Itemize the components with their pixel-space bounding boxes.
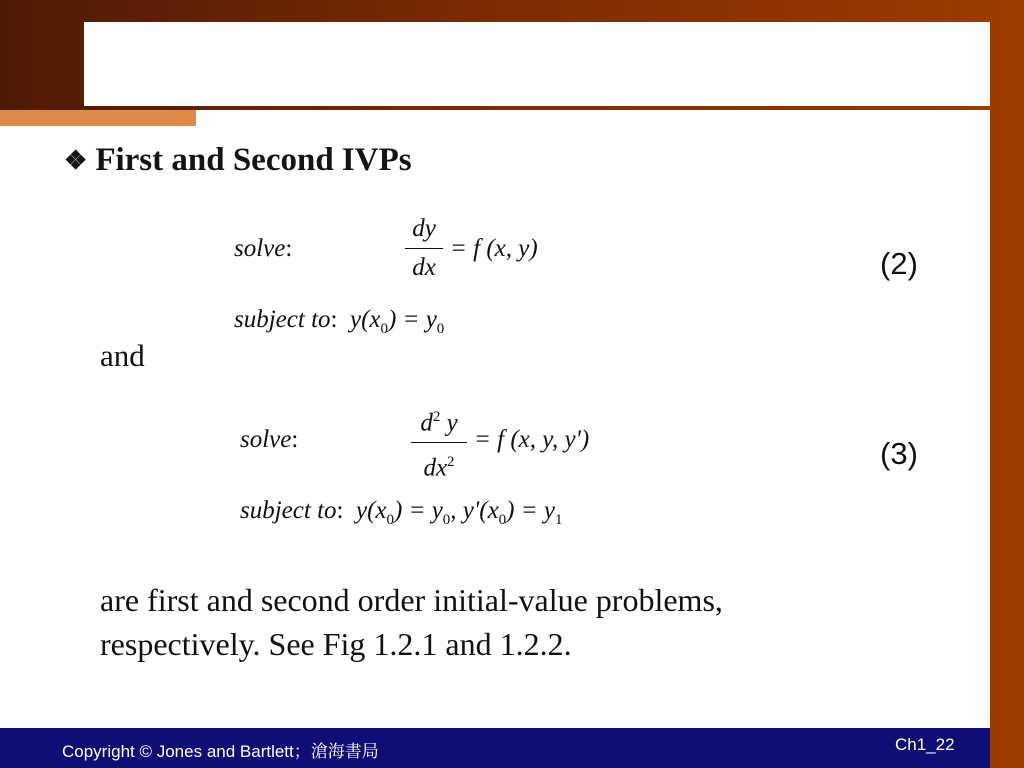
eq2-numerator: dy [412, 215, 436, 242]
eq3-number: (3) [880, 436, 918, 471]
eq2-solve-label: solve: [234, 235, 293, 262]
eq2-denominator: dx [412, 254, 436, 281]
slide-heading [64, 142, 412, 179]
paragraph-line-2: respectively. See Fig 1.2.1 and 1.2.2. [100, 626, 572, 662]
footer-page-number: Ch1_22 [895, 735, 955, 754]
eq3-denominator: $dx^2$ [423, 454, 455, 482]
accent-strip [0, 110, 196, 126]
eq3-numerator: $d^2$ y [420, 409, 458, 437]
paragraph-line-1: are first and second order initial-value problems, [100, 582, 723, 618]
diamond-bullet-icon: ❖ [64, 145, 88, 175]
fraction-bar [405, 248, 443, 249]
eq3-rhs: = f (x, y, y') [474, 426, 590, 453]
eq3-solve-label: solve: [240, 426, 299, 453]
footer-copyright: Copyright © Jones and Bartlett；滄海書局 [62, 742, 379, 761]
heading-text: First and Second IVPs [95, 142, 412, 178]
eq2-fraction [405, 214, 443, 283]
explanation-paragraph [100, 578, 940, 666]
eq2-condition: subject to: $y(x_0) = y_0$ [234, 306, 445, 337]
eq2-rhs: = f (x, y) [450, 235, 538, 262]
fraction-bar [411, 442, 467, 443]
and-text: and [100, 338, 145, 373]
eq3-condition: subject to: $y(x_0) = y_0$, $y'(x_0) = y_1$ [240, 497, 563, 528]
eq3-fraction [411, 402, 467, 484]
title-area [84, 22, 990, 106]
eq2-number: (2) [880, 246, 918, 281]
